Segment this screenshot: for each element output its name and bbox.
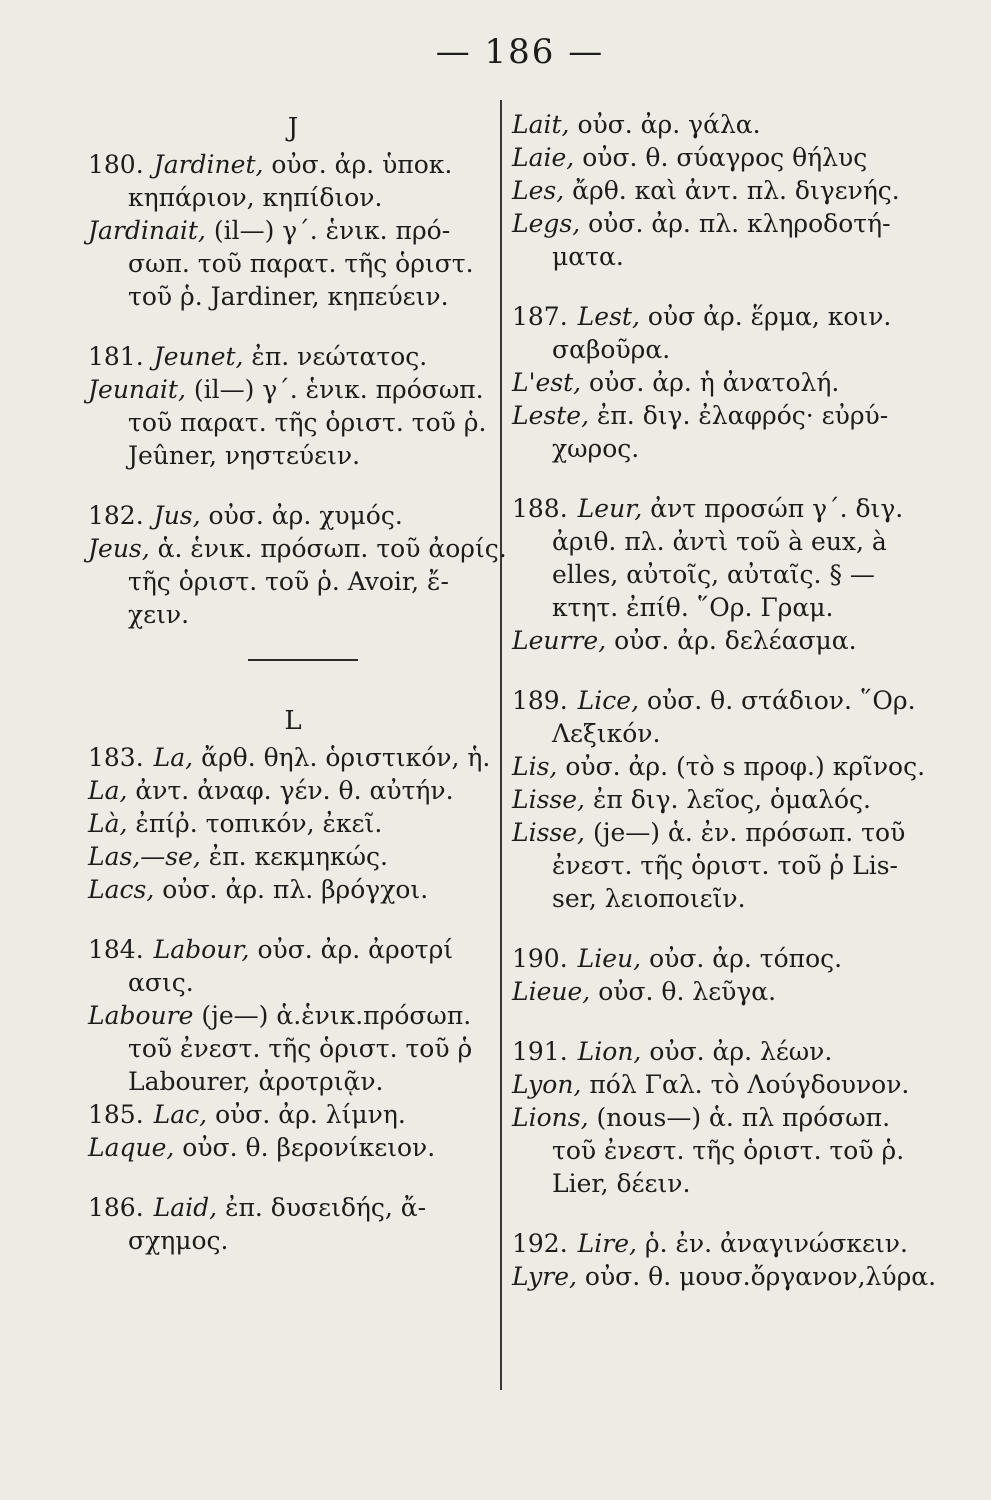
entry-line: [512, 975, 932, 1008]
entry-continuation: Labourer, ἀροτριᾷν.: [128, 1067, 384, 1096]
entry-line: [512, 174, 932, 207]
entry-number: 190.: [512, 944, 568, 973]
headword: Jardinet,: [153, 150, 264, 179]
headword: Lieue,: [512, 977, 591, 1006]
headword: Jeus,: [88, 534, 150, 563]
definition: οὐσ. ἀρ. (τὸ s προφ.) κρῖνος.: [557, 752, 926, 781]
entry-line: [88, 741, 498, 774]
entry-number: 192.: [512, 1229, 568, 1258]
headword: La,: [88, 776, 128, 805]
headword: La,: [153, 743, 194, 772]
definition: (je—) ἁ.ἑνικ.πρόσωπ.: [193, 1001, 472, 1030]
headword: Lyon,: [512, 1070, 582, 1099]
definition: οὐσ ἀρ. ἕρμα, κοιν.: [639, 302, 892, 331]
headword: Là,: [88, 809, 128, 838]
entry-continuation: χειν.: [128, 600, 190, 629]
headword: Jus,: [153, 501, 201, 530]
entry-line: [88, 807, 498, 840]
entry-continuation: Lier, δέειν.: [552, 1169, 691, 1198]
entry-number: 186.: [88, 1193, 144, 1222]
definition: οὐσ. θ. μουσ.ὄργανον,λύρα.: [576, 1262, 937, 1291]
definition: οὐσ. ἀρ. ὑποκ.: [263, 150, 453, 179]
entry-continuation: κτητ. ἐπίθ. ῞Ορ. Γραμ.: [552, 593, 834, 622]
entry-continuation: σωπ. τοῦ παρατ. τῆς ὁριστ.: [128, 249, 474, 278]
entry-line: [512, 492, 932, 525]
definition: οὐσ. ἀρ. πλ. βρόγχοι.: [154, 875, 429, 904]
entry-continuation: τῆς ὁριστ. τοῦ ῥ. Avoir, ἔ-: [128, 567, 449, 596]
entry-number: 180.: [88, 150, 144, 179]
headword: Jardinait,: [88, 216, 206, 245]
headword: Lice,: [577, 686, 640, 715]
section-letter-l: L: [284, 706, 302, 736]
entry-continuation: ασις.: [128, 968, 194, 997]
definition: ἄρθ. θηλ. ὁριστικόν, ἡ.: [193, 743, 491, 772]
definition: οὐσ. ἀρ. πλ. κληροδοτή-: [580, 209, 891, 238]
definition: οὐσ. ἀρ. λίμνη.: [207, 1100, 406, 1129]
definition: οὐσ. θ. σύαγρος θήλυς: [574, 143, 868, 172]
definition: ἐπίῤ. τοπικόν, ἐκεῖ.: [127, 809, 383, 838]
entry-number: 184.: [88, 935, 144, 964]
entry-continuation: Jeûner, νηστεύειν.: [128, 441, 361, 470]
definition: (il—) γ΄. ἑνικ. πρό-: [205, 216, 451, 245]
entry-line: [88, 1098, 498, 1131]
headword: Jeunait,: [88, 375, 186, 404]
headword: Legs,: [512, 209, 581, 238]
entry-line: [88, 840, 498, 873]
left-column: [88, 108, 507, 1257]
entry-continuation: σαβοῦρα.: [552, 335, 671, 364]
headword: Leste,: [512, 401, 590, 430]
headword: Lest,: [577, 302, 640, 331]
entry-line: [88, 1131, 498, 1164]
entry-number: 182.: [88, 501, 144, 530]
entry-line: [512, 300, 932, 333]
definition: ἀντ προσώπ γ΄. διγ.: [642, 494, 904, 523]
headword: Laboure: [88, 1001, 194, 1030]
headword: Lions,: [512, 1103, 589, 1132]
entry-continuation: σχημος.: [128, 1226, 229, 1255]
headword: Leurre,: [512, 626, 607, 655]
entry-continuation: Λεξικόν.: [552, 719, 661, 748]
definition: οὐσ. ἀρ. ἀροτρί: [249, 935, 454, 964]
entry-line: [88, 873, 498, 906]
entry-line: [512, 816, 932, 849]
definition: ἀντ. ἀναφ. γέν. θ. αὐτήν.: [127, 776, 454, 805]
headword: Laque,: [88, 1133, 175, 1162]
headword: Lire,: [577, 1229, 637, 1258]
definition: οὐσ. ἀρ. γάλα.: [569, 110, 761, 139]
definition: (nous—) ἁ. πλ πρόσωπ.: [588, 1103, 891, 1132]
entry-continuation: κηπάριον, κηπίδιον.: [128, 183, 383, 212]
entry-number: 183.: [88, 743, 144, 772]
definition: ἐπ. νεώτατος.: [243, 342, 428, 371]
definition: ἐπ. κεκμηκώς.: [200, 842, 388, 871]
headword: Lis,: [512, 752, 558, 781]
section-separator: [248, 659, 358, 661]
entry-line: [512, 1101, 932, 1134]
entry-line: [512, 108, 932, 141]
headword: Les,: [512, 176, 565, 205]
entry-line: [512, 141, 932, 174]
entry-line: [88, 373, 498, 406]
definition: οὐσ. ἀρ. τόπος.: [641, 944, 843, 973]
definition: (il—) γ΄. ἑνικ. πρόσωπ.: [185, 375, 484, 404]
definition: οὐσ. ἀρ. ἡ ἀνατολή.: [581, 368, 840, 397]
entry-line: [88, 933, 498, 966]
entry-number: 191.: [512, 1037, 568, 1066]
entry-continuation: ματα.: [552, 242, 624, 271]
definition: ῥ. ἐν. ἀναγινώσκειν.: [636, 1229, 908, 1258]
headword: Lyre,: [512, 1262, 577, 1291]
headword: Labour,: [153, 935, 250, 964]
definition: οὐσ. θ. λεῦγα.: [590, 977, 777, 1006]
entry-continuation: ἐνεστ. τῆς ὁριστ. τοῦ ῥ Lis-: [552, 851, 898, 880]
entry-continuation: ἀριθ. πλ. ἀντὶ τοῦ à eux, à: [552, 527, 887, 556]
entry-line: [512, 366, 932, 399]
entry-line: [88, 532, 507, 565]
entry-line: [512, 1260, 937, 1293]
headword: Lait,: [512, 110, 570, 139]
entry-continuation: elles, αὐτοῖς, αὐταῖς. § —: [552, 560, 875, 589]
definition: οὐσ. θ. βερονίκειον.: [174, 1133, 436, 1162]
entry-line: [88, 1191, 498, 1224]
entry-line: [88, 774, 498, 807]
column-divider: [500, 100, 502, 1390]
entry-continuation: ser, λειοποιεῖν.: [552, 884, 746, 913]
headword: Jeunet,: [153, 342, 244, 371]
entry-line: [88, 148, 498, 181]
entry-line: [88, 340, 498, 373]
headword: Laid,: [153, 1193, 218, 1222]
entry-line: [512, 207, 932, 240]
definition: ἁ. ἑνικ. πρόσωπ. τοῦ ἀορίς.: [149, 534, 507, 563]
entry-line: [88, 999, 498, 1032]
entry-line: [512, 1068, 932, 1101]
definition: οὐσ. θ. στάδιον. ῞Ορ.: [639, 686, 916, 715]
definition: (je—) ἁ. ἐν. πρόσωπ. τοῦ: [585, 818, 906, 847]
entry-number: 185.: [88, 1100, 144, 1129]
entry-continuation: τοῦ ἐνεστ. τῆς ὁριστ. τοῦ ῥ.: [552, 1136, 905, 1165]
page-number: — 186 —: [435, 32, 605, 72]
entry-line: [512, 1035, 932, 1068]
headword: Lacs,: [88, 875, 155, 904]
definition: ἄρθ. καὶ ἀντ. πλ. διγενής.: [564, 176, 900, 205]
entry-line: [512, 1227, 932, 1260]
headword: L'est,: [512, 368, 582, 397]
definition: ἐπ. δυσειδής, ἄ-: [217, 1193, 427, 1222]
headword: Leur,: [577, 494, 643, 523]
entry-continuation: χωρος.: [552, 434, 640, 463]
headword: Laie,: [512, 143, 575, 172]
entry-line: [512, 399, 932, 432]
entry-line: [512, 942, 932, 975]
entry-line: [88, 499, 498, 532]
entry-number: 187.: [512, 302, 568, 331]
entry-line: [512, 783, 932, 816]
headword: Lieu,: [577, 944, 642, 973]
entry-continuation: τοῦ ῥ. Jardiner, κηπεύειν.: [128, 282, 449, 311]
headword: Lisse,: [512, 818, 585, 847]
entry-number: 181.: [88, 342, 144, 371]
headword: Lion,: [577, 1037, 642, 1066]
definition: ἐπ. διγ. ἐλαφρός· εὐρύ-: [589, 401, 889, 430]
entry-line: [512, 684, 932, 717]
entry-continuation: τοῦ ἐνεστ. τῆς ὁριστ. τοῦ ῥ: [128, 1034, 473, 1063]
definition: ἐπ διγ. λεῖος, ὁμαλός.: [585, 785, 871, 814]
entry-line: [512, 750, 932, 783]
entry-line: [88, 214, 498, 247]
definition: οὐσ. ἀρ. δελέασμα.: [606, 626, 857, 655]
definition: οὐσ. ἀρ. χυμός.: [200, 501, 403, 530]
entry-continuation: τοῦ παρατ. τῆς ὁριστ. τοῦ ῥ.: [128, 408, 487, 437]
headword: Lisse,: [512, 785, 585, 814]
entry-line: [512, 624, 932, 657]
definition: πόλ Γαλ. τὸ Λούγδουνον.: [581, 1070, 910, 1099]
headword: Las,—se,: [88, 842, 201, 871]
entry-number: 188.: [512, 494, 568, 523]
entry-number: 189.: [512, 686, 568, 715]
right-column: [512, 108, 937, 1293]
definition: οὐσ. ἀρ. λέων.: [641, 1037, 833, 1066]
section-letter-j: J: [287, 113, 299, 143]
headword: Lac,: [153, 1100, 208, 1129]
